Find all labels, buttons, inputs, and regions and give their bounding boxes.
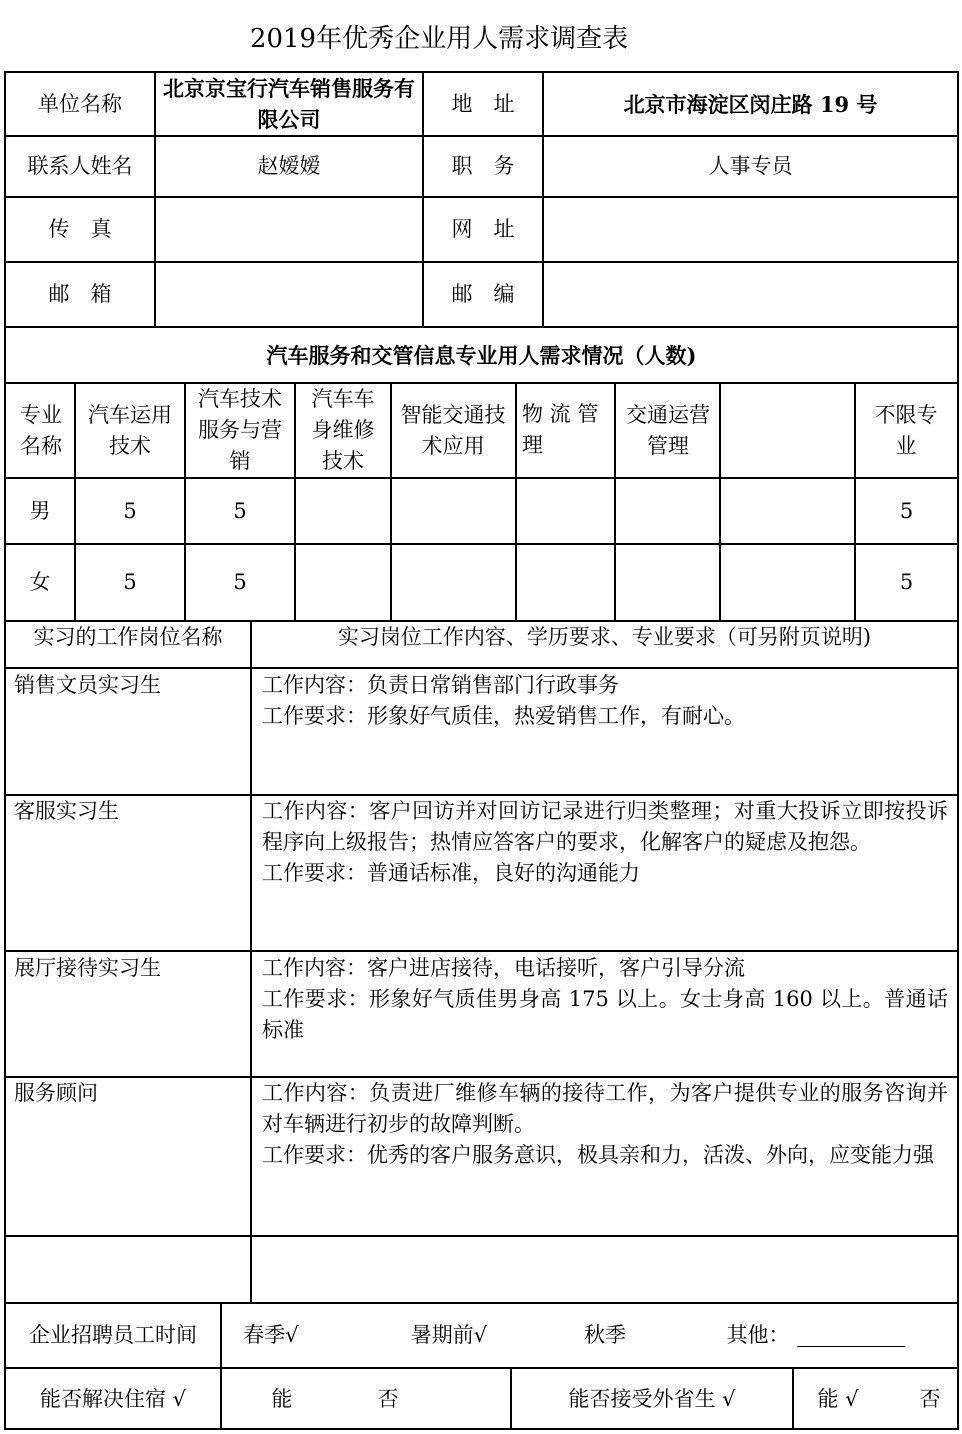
female-count [392,545,515,620]
email-label: 邮 箱 [48,282,112,306]
recruit-other-blank[interactable] [796,1304,906,1367]
male-count [616,479,719,543]
contact-label: 联系人姓名 [27,154,133,178]
male-count: 5 [123,498,137,523]
major-col-auto-service-marketing: 汽车技术服务与营销 [198,387,282,473]
col-divider [220,1302,222,1430]
job-name: 服务顾问 [14,1081,98,1105]
major-col-unlimited: 不限专业 [874,402,938,458]
website-label: 网 址 [451,217,515,241]
contact-value: 赵嫒嫒 [257,154,321,178]
major-col-body-repair: 汽车车身维修技术 [311,387,375,473]
job-requirement: 工作要求：形象好气质佳男身高 175 以上。女士身高 160 以上。普通话标准 [262,987,948,1042]
address-value: 北京市海淀区闵庄路 19 号 [623,91,878,117]
job-content: 工作内容：客户回访并对回访记录进行归类整理；对重大投诉立即按投诉程序向上级报告；热情应答客户的要求，化解客户的疑虑及抱怨。 [262,799,948,854]
outside-province-no[interactable]: 否 [919,1387,941,1411]
female-count: 5 [233,570,247,594]
major-header: 专业名称 [20,402,62,458]
email-value [156,263,422,326]
job-content: 工作内容：客户进店接待，电话接听，客户引导分流 [262,956,745,980]
address-label: 地 址 [451,91,515,116]
job-name: 销售文员实习生 [14,673,161,697]
fax-label: 传 真 [48,217,112,241]
job-requirement: 工作要求：形象好气质佳，热爱销售工作，有耐心。 [262,704,745,728]
recruit-summer: 暑期前√ [410,1323,488,1347]
recruit-autumn: 秋季 [584,1323,626,1347]
female-count [296,545,390,620]
recruit-label: 企业招聘员工时间 [29,1323,197,1347]
major-col-traffic-operation: 交通运营管理 [626,402,710,458]
recruit-spring: 春季√ [243,1323,299,1347]
fax-value [156,198,422,261]
col-divider [250,620,252,1303]
male-count [296,479,390,543]
job-desc-header: 实习岗位工作内容、学历要求、专业要求（可另附页说明) [337,624,872,649]
job-description [262,953,948,1046]
lodging-no[interactable]: 否 [377,1387,399,1411]
female-count [616,545,719,620]
major-col-logistics: 物 流 管理 [522,402,599,457]
female-count: 5 [123,570,137,594]
unit-label: 单位名称 [38,91,122,116]
job-content: 工作内容：负责进厂维修车辆的接待工作，为客户提供专业的服务咨询并对车辆进行初步的故障判断。 [262,1081,948,1136]
job-name: 展厅接待实习生 [14,956,161,980]
row-divider [4,950,959,952]
page-title: 2019年优秀企业用人需求调查表 [249,24,629,54]
position-value: 人事专员 [708,154,793,178]
unit-value: 北京京宝行汽车销售服务有限公司 [163,76,415,132]
male-count: 5 [233,498,247,523]
job-name: 客服实习生 [14,799,119,823]
major-col-blank [722,384,854,477]
job-requirement: 工作要求：普通话标准，良好的沟通能力 [262,861,640,885]
outside-province-label: 能否接受外省生 √ [568,1387,736,1411]
row-divider [4,667,959,669]
outside-province-yes[interactable]: 能 √ [817,1387,859,1411]
row-divider [4,1235,959,1237]
major-col-auto-application: 汽车运用技术 [88,402,172,458]
lodging-yes[interactable]: 能 [271,1387,293,1411]
job-name-header: 实习的工作岗位名称 [33,624,223,649]
job-description [262,796,948,889]
job-description [262,670,948,732]
recruit-other: 其他： [726,1323,790,1347]
male-count [721,479,854,543]
female-count [517,545,614,620]
female-label: 女 [29,570,51,594]
col-divider [792,1367,794,1430]
male-label: 男 [29,498,51,523]
postcode-value [544,263,957,326]
male-count: 5 [899,498,914,523]
major-col-smart-traffic: 智能交通技术应用 [400,402,506,458]
female-count: 5 [899,570,914,594]
demand-heading: 汽车服务和交管信息专业用人需求情况（人数) [266,342,697,368]
website-value [544,198,957,261]
job-requirement: 工作要求：优秀的客户服务意识，极具亲和力，活泼、外向，应变能力强 [262,1143,934,1167]
postcode-label: 邮 编 [451,282,515,306]
lodging-label: 能否解决住宿 √ [39,1387,187,1411]
male-count [517,479,614,543]
job-content: 工作内容：负责日常销售部门行政事务 [262,673,619,697]
job-description [262,1078,948,1171]
position-label: 职 务 [451,154,515,178]
male-count [392,479,515,543]
female-count [721,545,854,620]
